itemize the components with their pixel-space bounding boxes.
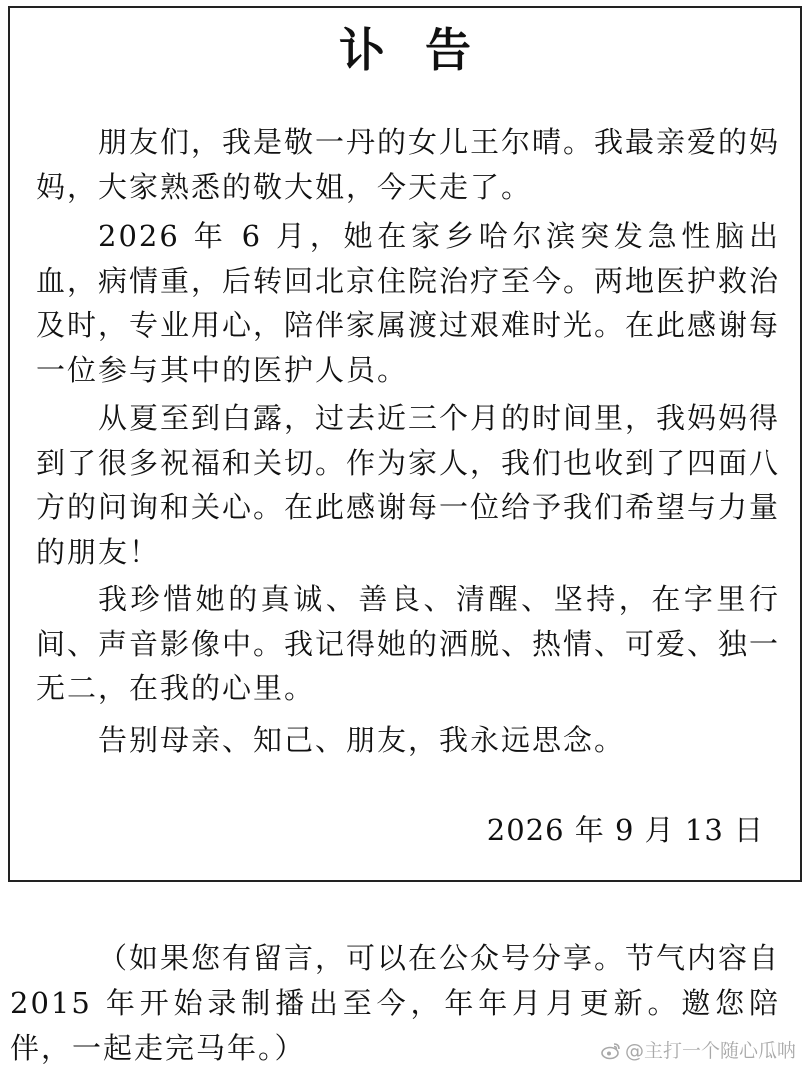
notice-date: 2026 年 9 月 13 日	[486, 813, 764, 847]
weibo-icon	[601, 1042, 621, 1060]
watermark	[601, 1039, 796, 1063]
notice-paragraph-2: 2026 年 6 月，她在家乡哈尔滨突发急性脑出血，病情重，后转回北京住院治疗至今。两地医护救治及时，专业用心，陪伴家属渡过艰难时光。在此感谢每一位参与其中的医护人员。	[36, 219, 781, 387]
watermark-text: @主打一个随心瓜呐	[624, 1040, 796, 1062]
notice-paragraph-1: 朋友们，我是敬一丹的女儿王尔晴。我最亲爱的妈妈，大家熟悉的敬大姐，今天走了。	[36, 125, 781, 204]
obituary-notice	[8, 6, 802, 882]
notice-title: 讣告	[339, 23, 511, 77]
notice-paragraph-5: 告别母亲、知己、朋友，我永远思念。	[98, 723, 626, 757]
footer-note: （如果您有留言，可以在公众号分享。节气内容自 2015 年开始录制播出至今，年年月月更新。邀您陪伴，一起走完马年。）	[10, 941, 781, 1065]
notice-paragraph-3: 从夏至到白露，过去近三个月的时间里，我妈妈得到了很多祝福和关切。作为家人，我们也收到了四面八方的问询和关心。在此感谢每一位给予我们希望与力量的朋友！	[36, 401, 781, 569]
notice-paragraph-4: 我珍惜她的真诚、善良、清醒、坚持，在字里行间、声音影像中。我记得她的洒脱、热情、可爱、独一无二，在我的心里。	[36, 582, 781, 705]
